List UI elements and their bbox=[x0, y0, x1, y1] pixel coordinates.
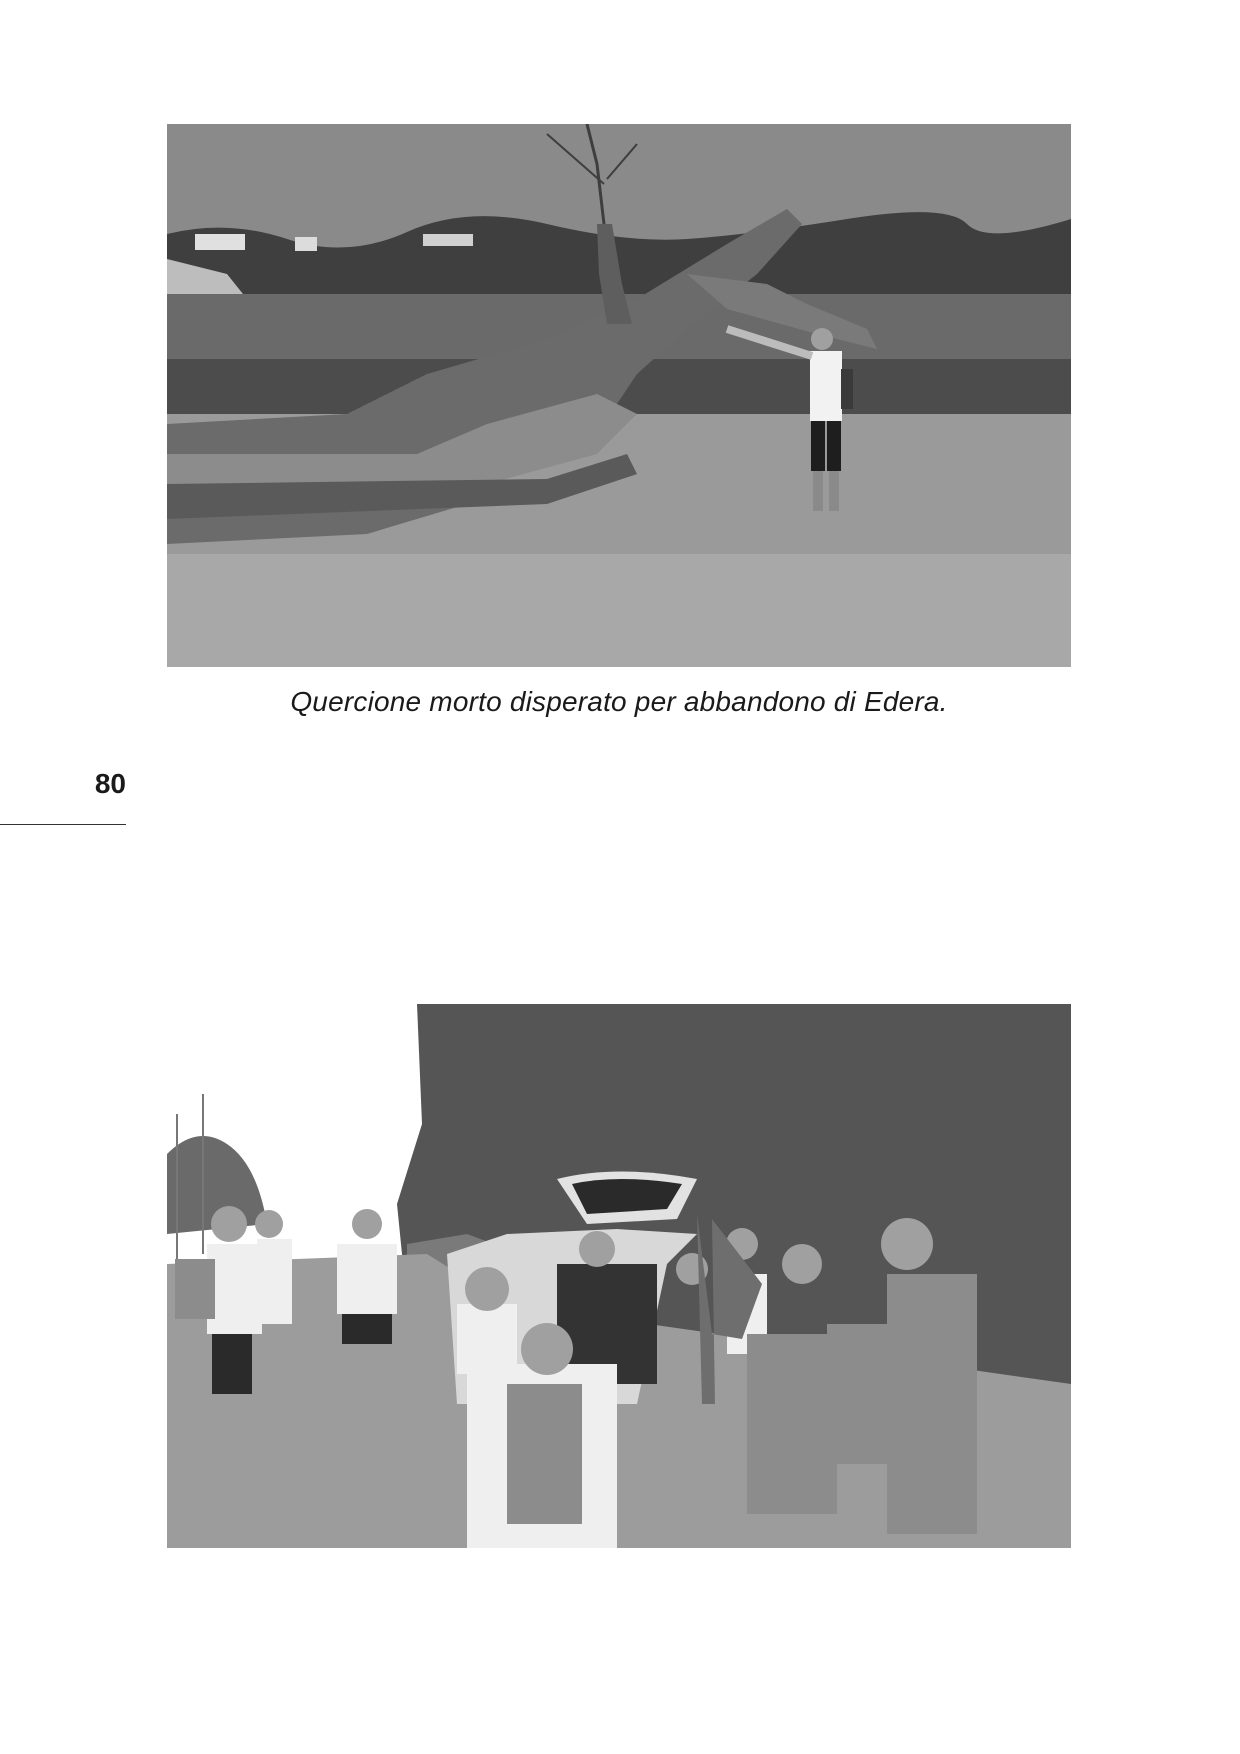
photo-fallen-oak bbox=[167, 124, 1071, 667]
hikers-image bbox=[167, 1004, 1071, 1548]
figure-caption: Quercione morto disperato per abbandono di Edera. bbox=[290, 686, 948, 717]
page-number-rule bbox=[0, 824, 126, 825]
photo-hikers-group bbox=[167, 1004, 1071, 1548]
page-number: 80 bbox=[94, 768, 126, 799]
fallen-oak-image bbox=[167, 124, 1071, 667]
